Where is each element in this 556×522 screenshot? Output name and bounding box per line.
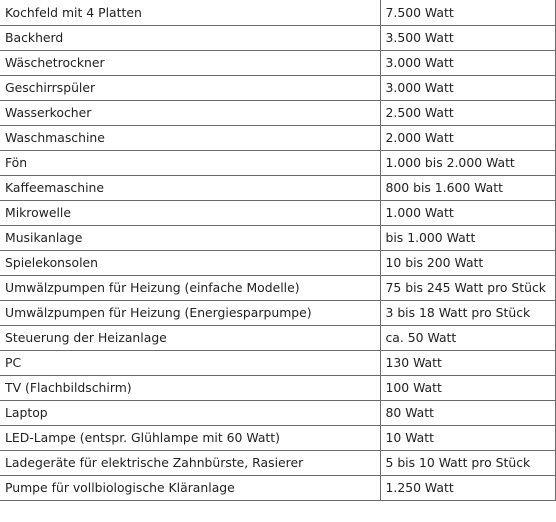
power-cell: 1.250 Watt	[380, 475, 555, 500]
device-cell: Mikrowelle	[0, 200, 380, 225]
device-cell: Fön	[0, 150, 380, 175]
device-cell: Pumpe für vollbiologische Kläranlage	[0, 475, 380, 500]
power-cell: 1.000 Watt	[380, 200, 555, 225]
device-cell: Wasserkocher	[0, 100, 380, 125]
power-cell: 2.500 Watt	[380, 100, 555, 125]
device-cell: Wäschetrockner	[0, 50, 380, 75]
table-row	[0, 425, 555, 450]
power-cell: 100 Watt	[380, 375, 555, 400]
table-row	[0, 25, 555, 50]
table-row	[0, 450, 555, 475]
device-cell: Backherd	[0, 25, 380, 50]
device-cell: Steuerung der Heizanlage	[0, 325, 380, 350]
device-cell: Spielekonsolen	[0, 250, 380, 275]
device-cell: Umwälzpumpen für Heizung (einfache Modelle)	[0, 275, 380, 300]
device-cell: Laptop	[0, 400, 380, 425]
device-cell: Musikanlage	[0, 225, 380, 250]
table-row	[0, 100, 555, 125]
table-row	[0, 250, 555, 275]
power-cell: 800 bis 1.600 Watt	[380, 175, 555, 200]
device-cell: Waschmaschine	[0, 125, 380, 150]
table-row	[0, 75, 555, 100]
table-row	[0, 200, 555, 225]
table-row	[0, 475, 555, 500]
power-cell: 75 bis 245 Watt pro Stück	[380, 275, 555, 300]
power-cell: 7.500 Watt	[380, 0, 555, 25]
power-cell: 5 bis 10 Watt pro Stück	[380, 450, 555, 475]
table-row	[0, 125, 555, 150]
table-row	[0, 400, 555, 425]
device-cell: Umwälzpumpen für Heizung (Energiesparpumpe)	[0, 300, 380, 325]
table-row	[0, 150, 555, 175]
device-cell: Ladegeräte für elektrische Zahnbürste, Rasierer	[0, 450, 380, 475]
table-row	[0, 300, 555, 325]
device-cell: Kochfeld mit 4 Platten	[0, 0, 380, 25]
table-row	[0, 375, 555, 400]
power-cell: 3.000 Watt	[380, 50, 555, 75]
device-cell: LED-Lampe (entspr. Glühlampe mit 60 Watt)	[0, 425, 380, 450]
table-row	[0, 175, 555, 200]
power-cell: 2.000 Watt	[380, 125, 555, 150]
power-cell: 3.500 Watt	[380, 25, 555, 50]
table-row	[0, 225, 555, 250]
table-row	[0, 350, 555, 375]
power-cell: bis 1.000 Watt	[380, 225, 555, 250]
power-cell: 3 bis 18 Watt pro Stück	[380, 300, 555, 325]
power-cell: ca. 50 Watt	[380, 325, 555, 350]
device-cell: TV (Flachbildschirm)	[0, 375, 380, 400]
power-cell: 3.000 Watt	[380, 75, 555, 100]
device-cell: PC	[0, 350, 380, 375]
power-cell: 1.000 bis 2.000 Watt	[380, 150, 555, 175]
table-row	[0, 325, 555, 350]
device-cell: Geschirrspüler	[0, 75, 380, 100]
power-cell: 10 bis 200 Watt	[380, 250, 555, 275]
power-cell: 80 Watt	[380, 400, 555, 425]
table-row	[0, 50, 555, 75]
power-cell: 130 Watt	[380, 350, 555, 375]
power-cell: 10 Watt	[380, 425, 555, 450]
device-cell: Kaffeemaschine	[0, 175, 380, 200]
table-row	[0, 0, 555, 25]
table-row	[0, 275, 555, 300]
